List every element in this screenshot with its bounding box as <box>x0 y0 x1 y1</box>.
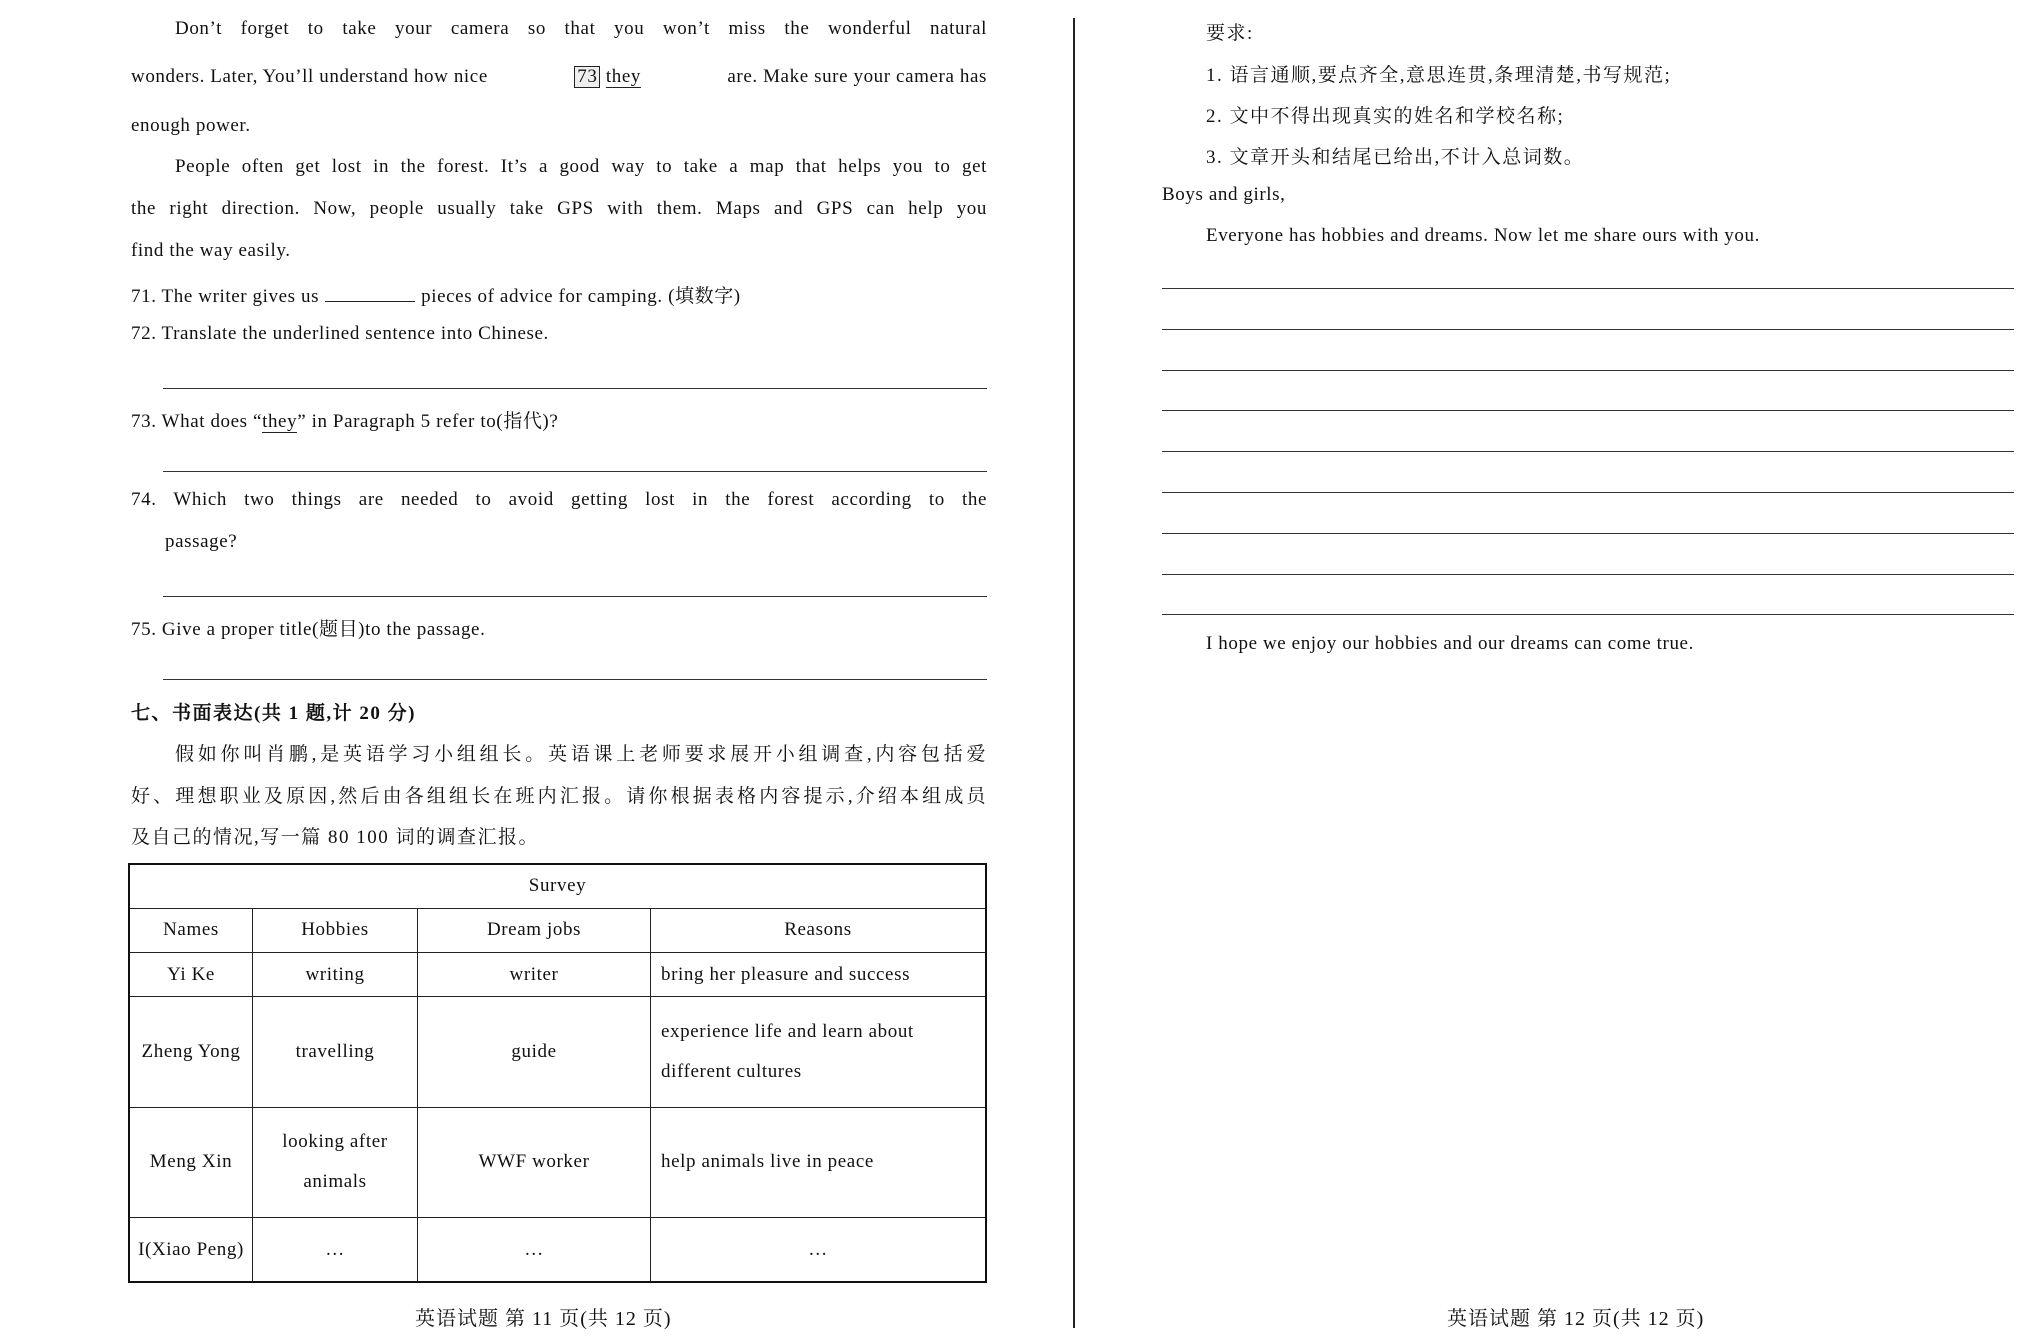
cell-hobby: … <box>253 1218 418 1282</box>
closing-sentence: I hope we enjoy our hobbies and our dreams can come true. <box>1206 633 1694 654</box>
camera-para-line-2-end: are. Make sure your camera has <box>727 66 987 87</box>
section-7-title: 七、书面表达(共 1 题,计 20 分) <box>131 703 416 724</box>
cell-name: I(Xiao Peng) <box>129 1218 253 1282</box>
right-page <box>1075 0 2028 1340</box>
underlined-they: they <box>605 66 641 87</box>
map-para-line-3: find the way easily. <box>131 240 291 261</box>
question-73 <box>131 406 558 433</box>
question-75: 75. Give a proper title(题目)to the passage. <box>131 619 486 640</box>
underlined-they-ref: they <box>262 411 298 432</box>
table-row <box>129 1218 986 1282</box>
writing-line[interactable] <box>1162 451 2014 452</box>
camera-para-line-3: enough power. <box>131 115 251 136</box>
question-73-start: 73. What does “ <box>131 411 263 432</box>
question-71 <box>131 281 741 308</box>
cell-dream-job: … <box>418 1218 651 1282</box>
greeting: Boys and girls, <box>1162 184 1286 205</box>
cell-dream-job: writer <box>418 952 651 996</box>
requirement-3: 3. 文章开头和结尾已给出,不计入总词数。 <box>1206 147 1585 168</box>
question-71-start: 71. The writer gives us <box>131 286 320 307</box>
map-para-line-1: People often get lost in the forest. It’s a good way to take a map that helps you to get <box>175 156 987 177</box>
cell-reason: … <box>651 1218 987 1282</box>
writing-line[interactable] <box>1162 288 2014 289</box>
question-73-end: ” in Paragraph 5 refer to(指代)? <box>297 411 559 432</box>
writing-line[interactable] <box>1162 410 2014 411</box>
survey-title: Survey <box>129 864 986 908</box>
requirement-1: 1. 语言通顺,要点齐全,意思连贯,条理清楚,书写规范; <box>1206 65 1672 86</box>
section-7-text-line-2: 好、理想职业及原因,然后由各组组长在班内汇报。请你根据表格内容提示,介绍本组成员 <box>131 786 987 807</box>
cell-reason: bring her pleasure and success <box>651 952 987 996</box>
writing-line[interactable] <box>1162 492 2014 493</box>
page-footer-11: 英语试题 第 11 页(共 12 页) <box>415 1308 672 1330</box>
table-row <box>129 952 986 996</box>
requirements-title: 要求: <box>1206 23 1254 44</box>
section-7-text-line-3: 及自己的情况,写一篇 80 100 词的调查汇报。 <box>131 827 540 848</box>
answer-line-72[interactable] <box>163 388 987 389</box>
header-hobbies: Hobbies <box>253 908 418 952</box>
header-names: Names <box>129 908 253 952</box>
page-footer-12: 英语试题 第 12 页(共 12 页) <box>1447 1308 1705 1330</box>
camera-para-line-1: Don’t forget to take your camera so that you won’t miss the wonderful natural <box>175 18 987 39</box>
survey-table <box>128 863 987 1283</box>
blank-73 <box>574 66 641 88</box>
question-71-end: pieces of advice for camping. (填数字) <box>421 286 741 307</box>
camera-para-line-2 <box>131 66 987 88</box>
requirement-2: 2. 文中不得出现真实的姓名和学校名称; <box>1206 106 1565 127</box>
cell-reason: experience life and learn about different cultures <box>651 997 987 1108</box>
answer-line-73[interactable] <box>163 471 987 472</box>
header-reasons: Reasons <box>651 908 987 952</box>
cell-name: Zheng Yong <box>129 997 253 1108</box>
question-74-line-2: passage? <box>165 531 238 552</box>
cell-reason: help animals live in peace <box>651 1107 987 1218</box>
cell-dream-job: guide <box>418 997 651 1108</box>
writing-line[interactable] <box>1162 370 2014 371</box>
answer-line-74[interactable] <box>163 596 987 597</box>
cell-hobby: writing <box>253 952 418 996</box>
cell-dream-job: WWF worker <box>418 1107 651 1218</box>
section-7-text-line-1: 假如你叫肖鹏,是英语学习小组组长。英语课上老师要求展开小组调查,内容包括爱 <box>175 744 987 765</box>
table-row <box>129 1107 986 1218</box>
question-number-box: 73 <box>574 66 600 88</box>
map-para-line-2: the right direction. Now, people usually take GPS with them. Maps and GPS can help you <box>131 198 987 219</box>
writing-line[interactable] <box>1162 533 2014 534</box>
camera-para-line-2-text: wonders. Later, You’ll understand how nice <box>131 66 488 87</box>
answer-line-75[interactable] <box>163 679 987 680</box>
question-74-line-1: 74. Which two things are needed to avoid getting lost in the forest according to the <box>131 489 987 510</box>
header-dream-jobs: Dream jobs <box>418 908 651 952</box>
table-row <box>129 997 986 1108</box>
cell-name: Meng Xin <box>129 1107 253 1218</box>
writing-line[interactable] <box>1162 574 2014 575</box>
cell-hobby: looking after animals <box>253 1107 418 1218</box>
writing-line[interactable] <box>1162 614 2014 615</box>
cell-hobby: travelling <box>253 997 418 1108</box>
question-72: 72. Translate the underlined sentence into Chinese. <box>131 323 549 344</box>
writing-line[interactable] <box>1162 329 2014 330</box>
cell-name: Yi Ke <box>129 952 253 996</box>
answer-blank-71[interactable] <box>325 287 415 302</box>
opening-sentence: Everyone has hobbies and dreams. Now let me share ours with you. <box>1206 225 1760 246</box>
